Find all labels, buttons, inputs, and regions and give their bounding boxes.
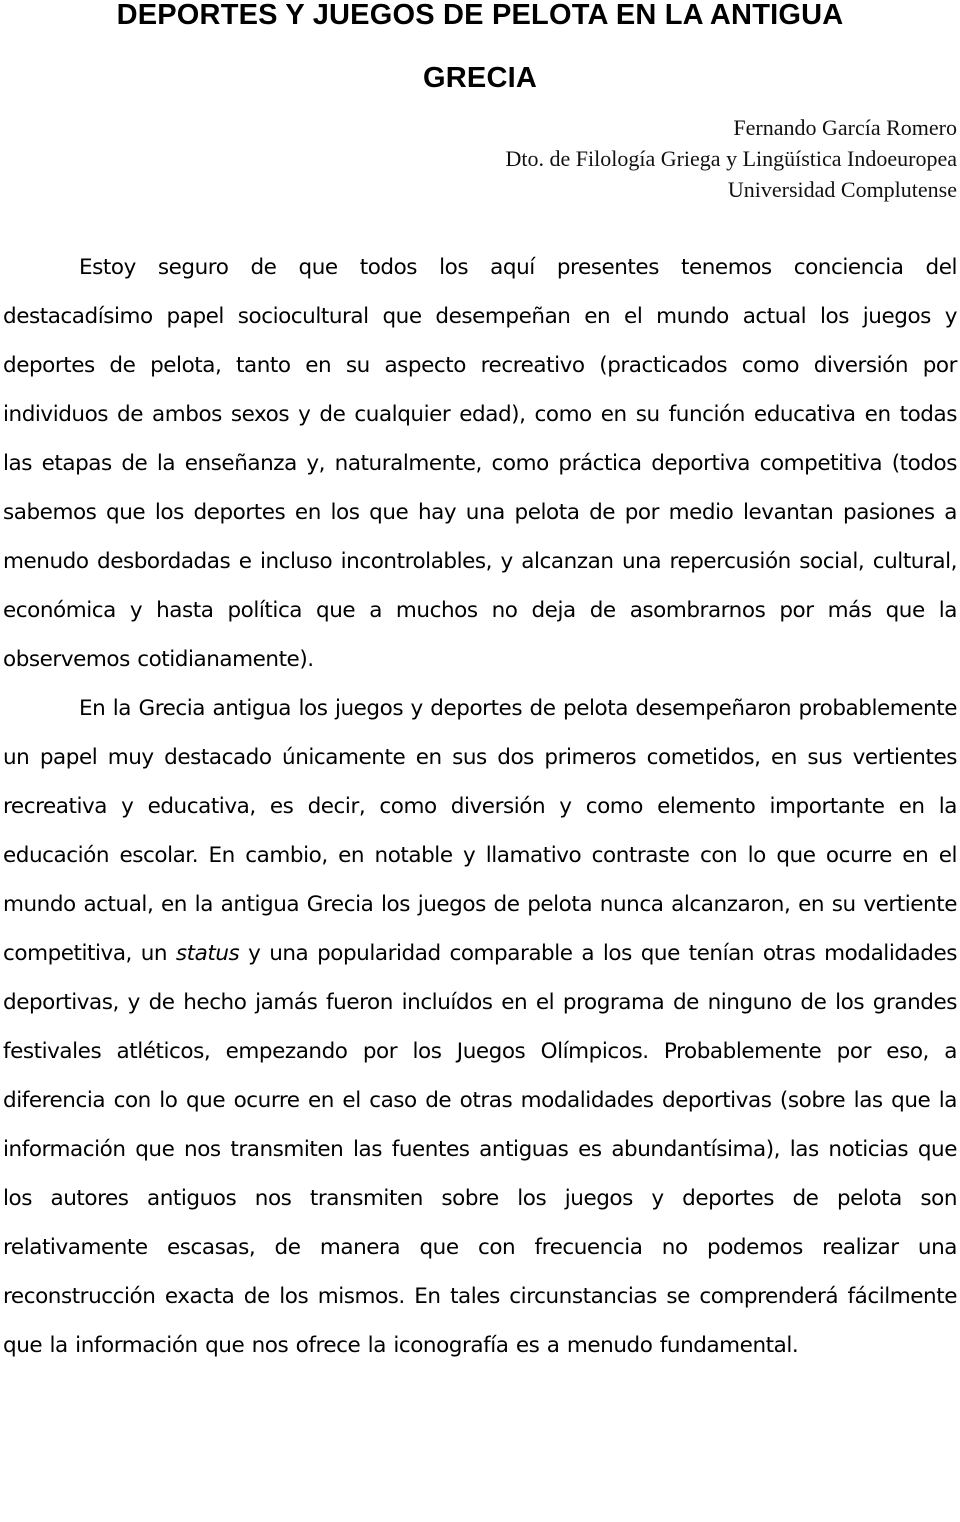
author-name: Fernando García Romero <box>733 115 957 140</box>
title-line-1: DEPORTES Y JUEGOS DE PELOTA EN LA ANTIGUA <box>116 0 844 31</box>
paragraph-2-part-2: y una popularidad comparable a los que tenían otras modalidades deportivas, y de hecho jamás fueron incluídos en el programa de ninguno de los grandes festivales atléticos, empezando por los Juegos Olímpicos. Probablemente por eso, a diferencia con lo que ocurre en el caso de otras modalidades deportivas (sobre las que la información que nos transmiten las fuentes antiguas es abundantísima), las noticias que los autores antiguos nos transmiten sobre los juegos y deportes de pelota son relativamente escasas, de manera que con frecuencia no podemos realizar una reconstrucción exacta de los mismos. En tales circunstancias se comprenderá fácilmente que la información que nos ofrece la iconografía es a menudo fundamental. <box>3 941 958 1358</box>
author-university: Universidad Complutense <box>727 177 957 202</box>
paragraph-2 <box>3 684 957 1370</box>
author-department: Dto. de Filología Griega y Lingüística Indoeuropea <box>505 146 957 171</box>
document-title <box>3 0 957 110</box>
author-affiliation <box>3 112 957 205</box>
paragraph-2-part-1: En la Grecia antigua los juegos y deportes de pelota desempeñaron probablemente un papel muy destacado únicamente en sus dos primeros cometidos, en sus vertientes recreativa y educativa, es decir, como diversión y como elemento importante en la educación escolar. En cambio, en notable y llamativo contraste con lo que ocurre en el mundo actual, en la antigua Grecia los juegos de pelota nunca alcanzaron, en su vertiente competitiva, un <box>3 696 957 966</box>
paragraph-1: Estoy seguro de que todos los aquí presentes tenemos conciencia del destacadísimo papel sociocultural que desempeñan en el mundo actual los juegos y deportes de pelota, tanto en su aspecto recreativo (practicados como diversión por individuos de ambos sexos y de cualquier edad), como en su función educativa en todas las etapas de la enseñanza y, naturalmente, como práctica deportiva competitiva (todos sabemos que los deportes en los que hay una pelota de por medio levantan pasiones a menudo desbordadas e incluso incontrolables, y alcanzan una repercusión social, cultural, económica y hasta política que a muchos no deja de asombrarnos por más que la observemos cotidianamente). <box>3 255 957 672</box>
paragraph-2-italic-term: status <box>175 941 240 966</box>
document-page <box>3 0 957 1370</box>
title-line-2: GRECIA <box>423 62 537 94</box>
